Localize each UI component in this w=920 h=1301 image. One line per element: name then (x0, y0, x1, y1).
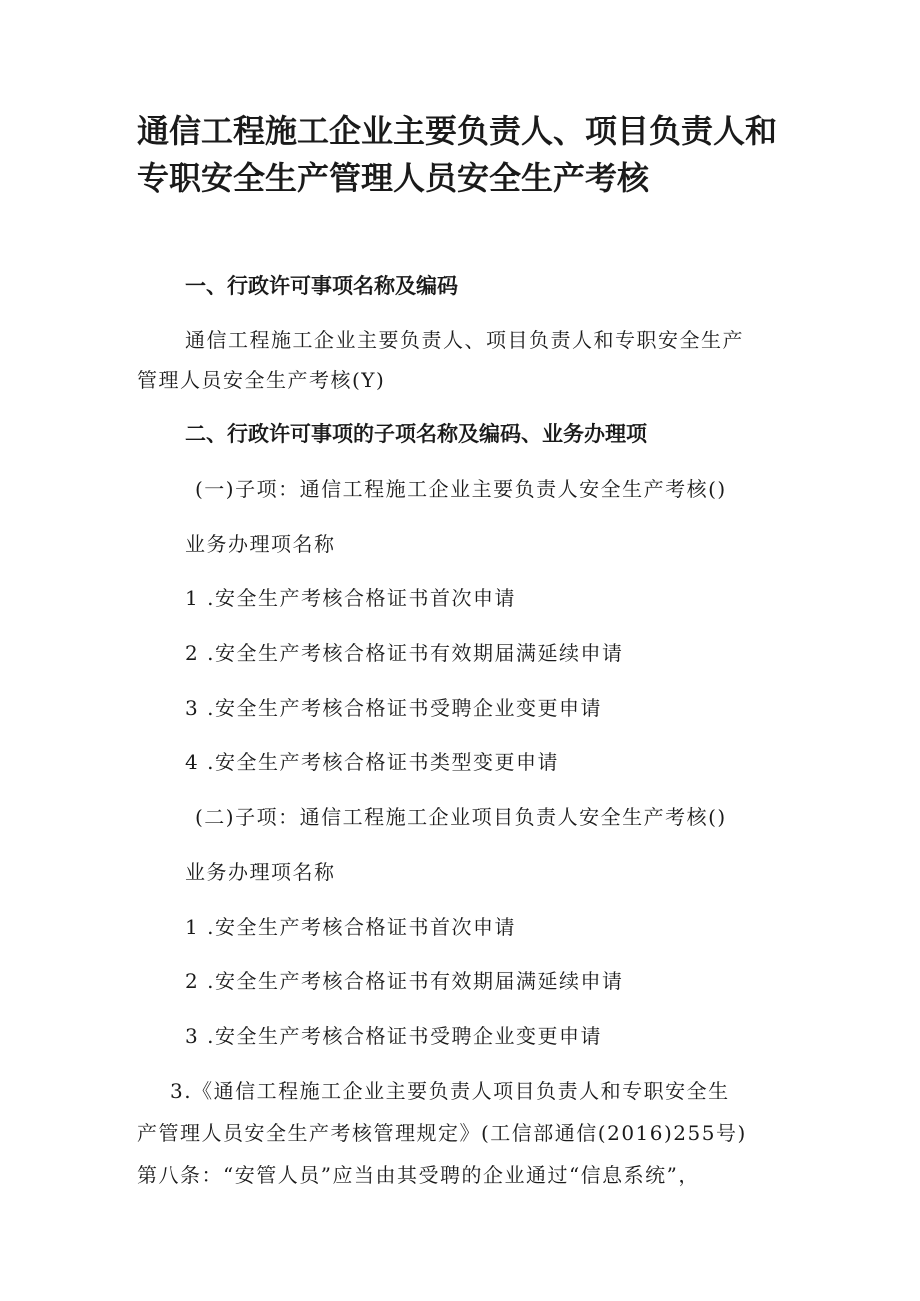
title-line-1: 通信工程施工企业主要负责人、项目负责人和 (137, 112, 778, 150)
subitem-1-item-4: 4 .安全生产考核合格证书类型变更申请 (185, 750, 559, 774)
subitem-1-title: (一)子项：通信工程施工企业主要负责人安全生产考核() (195, 477, 727, 501)
title-line-2: 专职安全生产管理人员安全生产考核 (137, 159, 650, 197)
subitem-2-item-1: 1 .安全生产考核合格证书首次申请 (185, 915, 516, 939)
section-1-heading: 一、行政许可事项名称及编码 (185, 274, 458, 298)
subitem-2-list-header: 业务办理项名称 (185, 860, 336, 884)
subitem-2-item-2: 2 .安全生产考核合格证书有效期届满延续申请 (185, 969, 624, 993)
reference-line-1: 3.《通信工程施工企业主要负责人项目负责人和专职安全生 (170, 1079, 730, 1103)
reference-line-2: 产管理人员安全生产考核管理规定》(工信部通信(2016)255号) (137, 1121, 747, 1145)
section-1-body-line-1: 通信工程施工企业主要负责人、项目负责人和专职安全生产 (185, 328, 744, 352)
reference-line-3: 第八条：“安管人员”应当由其受聘的企业通过“信息系统”， (137, 1163, 700, 1187)
subitem-1-item-1: 1 .安全生产考核合格证书首次申请 (185, 586, 516, 610)
section-1-body-line-2: 管理人员安全生产考核(Y) (137, 368, 386, 392)
document-title (137, 108, 817, 202)
subitem-2-title: (二)子项：通信工程施工企业项目负责人安全生产考核() (195, 805, 727, 829)
subitem-1-list-header: 业务办理项名称 (185, 532, 336, 556)
section-2-heading: 二、行政许可事项的子项名称及编码、业务办理项 (185, 422, 647, 446)
subitem-1-item-2: 2 .安全生产考核合格证书有效期届满延续申请 (185, 641, 624, 665)
subitem-1-item-3: 3 .安全生产考核合格证书受聘企业变更申请 (185, 696, 602, 720)
subitem-2-item-3: 3 .安全生产考核合格证书受聘企业变更申请 (185, 1024, 602, 1048)
